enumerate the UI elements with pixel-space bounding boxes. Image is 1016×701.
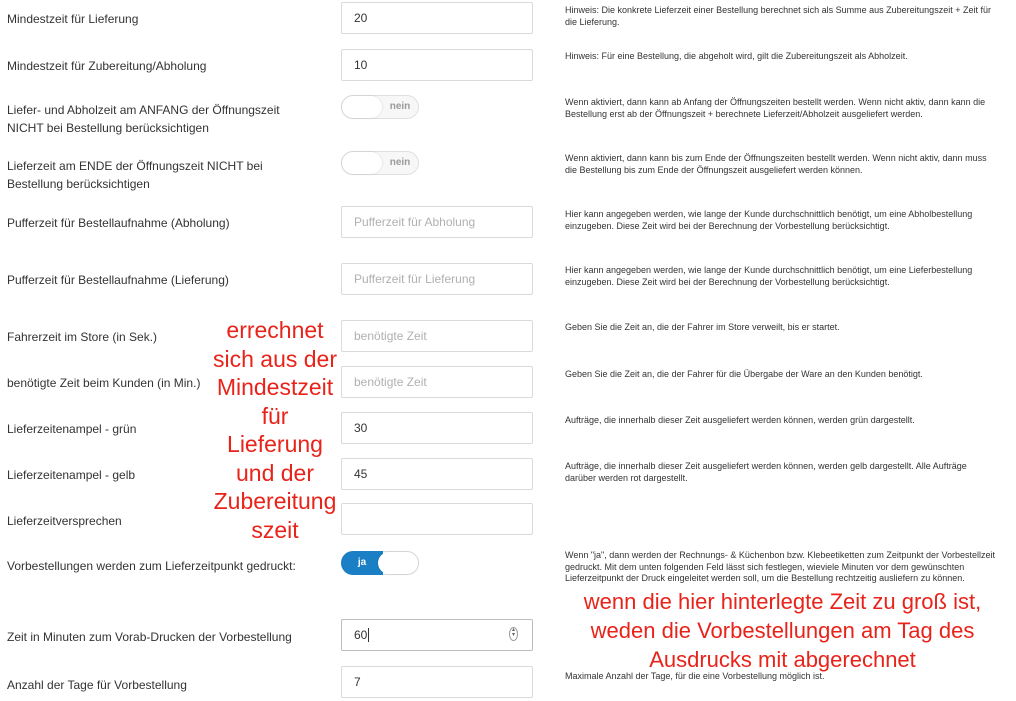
- min-preparation-time-input[interactable]: [341, 49, 533, 81]
- annotation-line: wenn die hier hinterlegte Zeit zu groß ist,: [583, 589, 982, 614]
- start-opening-toggle[interactable]: [341, 95, 419, 119]
- setting-label: Pufferzeit für Bestellaufnahme (Lieferung): [7, 273, 229, 287]
- setting-description: Wenn "ja", dann werden der Rechnungs- & Küchenbon bzw. Klebeetiketten zum Zeitpunkt der Vorbestellzeit gedruckt. Mit dem unten folgenden Feld lässt sich festlegen, wieviele Minuten vor dem gewünschten Lieferzeitpunkt der Druck eingeleitet werden soll, um die Bestellung rechtzeitig ausliefern zu können.: [565, 550, 995, 583]
- spin-stepper-icon[interactable]: ▴ ▾: [509, 627, 518, 641]
- setting-description: Hier kann angegeben werden, wie lange der Kunde durchschnittlich benötigt, um eine Lieferbestellung einzugeben. Diese Zeit wird bei der Berechnung der Vorbestellung berücksichtigt.: [565, 265, 973, 287]
- traffic-yellow-input[interactable]: [341, 458, 533, 490]
- traffic-green-input[interactable]: [341, 412, 533, 444]
- end-opening-toggle[interactable]: [341, 151, 419, 175]
- toggle-knob: [342, 96, 382, 118]
- toggle-state-label: nein: [389, 101, 411, 112]
- setting-label: Zeit in Minuten zum Vorab-Drucken der Vorbestellung: [7, 630, 292, 644]
- setting-description: Hinweis: Für eine Bestellung, die abgeholt wird, gilt die Zubereitungszeit als Abholzeit.: [565, 51, 908, 61]
- setting-description: Hier kann angegeben werden, wie lange der Kunde durchschnittlich benötigt, um eine Abholbestellung einzugeben. Diese Zeit wird bei der Berechnung der Vorbestellung berücksichtigt.: [565, 209, 973, 231]
- setting-description: Aufträge, die innerhalb dieser Zeit ausgeliefert werden können, werden gelb dargestellt. Alle Aufträge darüber werden rot dargestellt.: [565, 461, 967, 483]
- annotation-line: und der: [235, 459, 314, 486]
- delivery-promise-input[interactable]: [341, 503, 533, 535]
- setting-description: Hinweis: Die konkrete Lieferzeit einer Bestellung berechnet sich als Summe aus Zubereitungszeit + Zeit für die Lieferung.: [565, 5, 991, 27]
- annotation-line: szeit: [251, 516, 299, 543]
- annotation-line: Lieferung: [227, 431, 323, 457]
- setting-description: Geben Sie die Zeit an, die der Fahrer für die Übergabe der Ware an den Kunden benötigt.: [565, 369, 923, 379]
- annotation-line: für: [261, 402, 289, 429]
- setting-label: Vorbestellungen werden zum Lieferzeitpunkt gedruckt:: [7, 559, 296, 573]
- annotation-line: Zubereitung: [213, 488, 337, 514]
- setting-label: Liefer- und Abholzeit am ANFANG der Öffnungszeit NICHT bei Bestellung berücksichtigen: [7, 103, 280, 135]
- setting-description: Wenn aktiviert, dann kann bis zum Ende der Öffnungszeiten bestellt werden. Wenn nicht aktiv, dann muss die Bestellung bis zum Ende der Öffnungszeit ausgeliefert werden können.: [565, 153, 987, 175]
- customer-time-input[interactable]: [341, 366, 533, 398]
- setting-description: Wenn aktiviert, dann kann ab Anfang der Öffnungszeiten bestellt werden. Wenn nicht aktiv, dann kann die Bestellung erst ab der Öffnungszeit + berechnete Lieferzeit/Abholzeit ausgeliefert werden.: [565, 97, 986, 119]
- min-delivery-time-input[interactable]: [341, 2, 533, 34]
- setting-description: Maximale Anzahl der Tage, für die eine Vorbestellung möglich ist.: [565, 671, 825, 681]
- annotation-line: errechnet: [226, 317, 324, 343]
- setting-label: Lieferzeitenampel - grün: [7, 422, 137, 436]
- annotation-line: sich aus der: [212, 345, 337, 372]
- setting-label: Lieferzeit am ENDE der Öffnungszeit NICHT bei Bestellung berücksichtigen: [7, 159, 263, 191]
- setting-description: Aufträge, die innerhalb dieser Zeit ausgeliefert werden können, werden grün dargestellt.: [565, 415, 915, 425]
- toggle-state-label: nein: [389, 157, 411, 168]
- driver-store-time-input[interactable]: [341, 320, 533, 352]
- setting-label: Pufferzeit für Bestellaufnahme (Abholung): [7, 216, 230, 230]
- setting-label: Lieferzeitversprechen: [7, 514, 122, 528]
- setting-label: Fahrerzeit im Store (in Sek.): [7, 330, 158, 344]
- toggle-knob: [378, 552, 418, 574]
- setting-description: Geben Sie die Zeit an, die der Fahrer im Store verweilt, bis er startet.: [565, 322, 840, 332]
- buffer-delivery-input[interactable]: [341, 263, 533, 295]
- setting-label: Mindestzeit für Zubereitung/Abholung: [7, 59, 207, 73]
- preprint-minutes-input[interactable]: [341, 619, 533, 651]
- annotation-left: [200, 316, 350, 544]
- annotation-line: Ausdrucks mit abgerechnet: [649, 647, 916, 672]
- setting-label: Lieferzeitenampel - gelb: [7, 468, 136, 482]
- buffer-pickup-input[interactable]: [341, 206, 533, 238]
- annotation-line: weden die Vorbestellungen am Tag des: [590, 618, 975, 643]
- text-caret: [368, 628, 369, 642]
- toggle-knob: [342, 152, 382, 174]
- setting-label: Mindestzeit für Lieferung: [7, 12, 139, 26]
- preorder-print-toggle[interactable]: [341, 551, 419, 575]
- setting-label: Anzahl der Tage für Vorbestellung: [7, 678, 187, 692]
- annotation-line: Mindestzeit: [216, 374, 334, 400]
- setting-label: benötigte Zeit beim Kunden (in Min.): [7, 376, 201, 390]
- toggle-state-label: ja: [357, 557, 367, 568]
- preorder-days-input[interactable]: [341, 666, 533, 698]
- annotation-right: [555, 587, 1010, 674]
